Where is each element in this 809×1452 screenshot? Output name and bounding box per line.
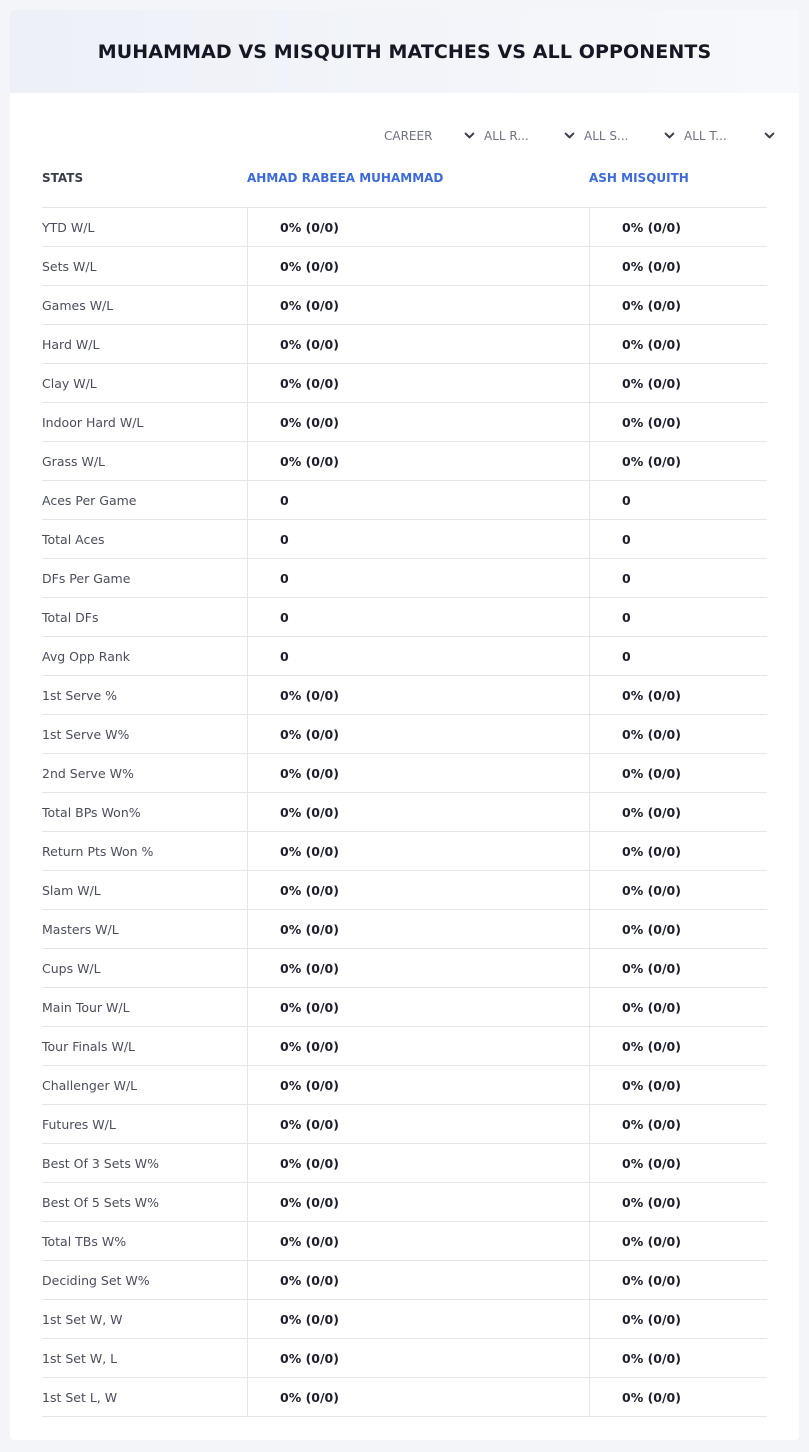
player-two-value: 0 xyxy=(589,520,767,558)
player-one-value: 0% (0/0) xyxy=(247,715,589,753)
table-header xyxy=(42,166,767,208)
stat-label: 1st Set L, W xyxy=(42,1389,118,1405)
filter-label: ALL T... xyxy=(684,129,727,143)
stat-label: Indoor Hard W/L xyxy=(42,414,144,430)
stat-label: Clay W/L xyxy=(42,375,97,391)
table-row xyxy=(42,637,767,676)
stat-label: Cups W/L xyxy=(42,960,101,976)
stat-label: Slam W/L xyxy=(42,882,101,898)
player-two-value: 0% (0/0) xyxy=(589,871,767,909)
stat-label: 1st Serve W% xyxy=(42,726,130,742)
stat-label: Masters W/L xyxy=(42,921,119,937)
filter-bar xyxy=(382,124,782,148)
stat-label: Futures W/L xyxy=(42,1116,116,1132)
stat-label: Hard W/L xyxy=(42,336,100,352)
player-one-value: 0% (0/0) xyxy=(247,364,589,402)
stat-label: 1st Set W, L xyxy=(42,1350,118,1366)
player-two-value: 0% (0/0) xyxy=(589,676,767,714)
stat-label: Aces Per Game xyxy=(42,492,137,508)
player-one-value: 0% (0/0) xyxy=(247,1027,589,1065)
player-one-value: 0% (0/0) xyxy=(247,325,589,363)
player-one-value: 0% (0/0) xyxy=(247,949,589,987)
player-one-value: 0% (0/0) xyxy=(247,1066,589,1104)
table-row xyxy=(42,1144,767,1183)
player-two-value: 0% (0/0) xyxy=(589,832,767,870)
table-row xyxy=(42,364,767,403)
player-two-value: 0% (0/0) xyxy=(589,1378,767,1416)
chevron-down-icon xyxy=(564,130,575,141)
table-row xyxy=(42,1183,767,1222)
stat-label: Main Tour W/L xyxy=(42,999,130,1015)
table-row xyxy=(42,247,767,286)
table-row xyxy=(42,1027,767,1066)
player-one-value: 0% (0/0) xyxy=(247,1339,589,1377)
stat-label: 2nd Serve W% xyxy=(42,765,134,781)
player-one-value: 0% (0/0) xyxy=(247,1144,589,1182)
table-row xyxy=(42,286,767,325)
table-row xyxy=(42,988,767,1027)
table-row xyxy=(42,325,767,364)
table-row xyxy=(42,598,767,637)
stat-label: Avg Opp Rank xyxy=(42,648,131,664)
player-one-value: 0 xyxy=(247,598,589,636)
player-one-value: 0% (0/0) xyxy=(247,403,589,441)
table-row xyxy=(42,1378,767,1417)
table-row xyxy=(42,1339,767,1378)
player-one-value: 0% (0/0) xyxy=(247,286,589,324)
player-one-value: 0% (0/0) xyxy=(247,676,589,714)
table-row xyxy=(42,520,767,559)
table-row xyxy=(42,949,767,988)
stat-label: Total Aces xyxy=(42,531,105,547)
stats-card xyxy=(10,10,799,1440)
table-row xyxy=(42,832,767,871)
player-two-value: 0 xyxy=(589,559,767,597)
chevron-down-icon xyxy=(464,130,475,141)
player-two-value: 0% (0/0) xyxy=(589,910,767,948)
player-one-value: 0% (0/0) xyxy=(247,910,589,948)
player-two-value: 0% (0/0) xyxy=(589,1300,767,1338)
player-two-value: 0% (0/0) xyxy=(589,364,767,402)
stat-label: Grass W/L xyxy=(42,453,106,469)
chevron-down-icon xyxy=(664,130,675,141)
table-row xyxy=(42,910,767,949)
stat-label: Sets W/L xyxy=(42,258,97,274)
player-two-value: 0 xyxy=(589,481,767,519)
filter-label: ALL S... xyxy=(584,129,629,143)
player-one-value: 0% (0/0) xyxy=(247,754,589,792)
player-two-value: 0% (0/0) xyxy=(589,1144,767,1182)
player-one-value: 0% (0/0) xyxy=(247,247,589,285)
player-one-value: 0% (0/0) xyxy=(247,1222,589,1260)
chevron-down-icon xyxy=(764,130,775,141)
table-row xyxy=(42,871,767,910)
player-one-value: 0% (0/0) xyxy=(247,208,589,246)
stat-label: DFs Per Game xyxy=(42,570,131,586)
player-two-value: 0% (0/0) xyxy=(589,442,767,480)
table-row xyxy=(42,793,767,832)
stat-label: Best Of 5 Sets W% xyxy=(42,1194,160,1210)
table-row xyxy=(42,754,767,793)
filter-dropdown[interactable] xyxy=(382,124,482,148)
player-one-value: 0 xyxy=(247,559,589,597)
filter-dropdown[interactable] xyxy=(482,124,582,148)
table-row xyxy=(42,442,767,481)
player-one-value: 0% (0/0) xyxy=(247,832,589,870)
stat-label: Challenger W/L xyxy=(42,1077,138,1093)
table-row xyxy=(42,1300,767,1339)
player-two-value: 0% (0/0) xyxy=(589,403,767,441)
stat-label: Best Of 3 Sets W% xyxy=(42,1155,160,1171)
player-one-value: 0 xyxy=(247,520,589,558)
player-two-value: 0% (0/0) xyxy=(589,247,767,285)
player-two-value: 0% (0/0) xyxy=(589,208,767,246)
stat-label: Total BPs Won% xyxy=(42,804,141,820)
table-row xyxy=(42,1261,767,1300)
table-row xyxy=(42,559,767,598)
stat-label: Total TBs W% xyxy=(42,1233,127,1249)
player-one-value: 0% (0/0) xyxy=(247,793,589,831)
player-two-value: 0% (0/0) xyxy=(589,1222,767,1260)
player-one-value: 0% (0/0) xyxy=(247,1105,589,1143)
player-one-value: 0 xyxy=(247,481,589,519)
stat-label: Tour Finals W/L xyxy=(42,1038,136,1054)
player-one-value: 0% (0/0) xyxy=(247,1183,589,1221)
player-two-value: 0% (0/0) xyxy=(589,1027,767,1065)
table-row xyxy=(42,481,767,520)
player-two-value: 0 xyxy=(589,637,767,675)
player-two-value: 0% (0/0) xyxy=(589,1183,767,1221)
player-two-value: 0% (0/0) xyxy=(589,715,767,753)
player-one-value: 0 xyxy=(247,637,589,675)
player-one-value: 0% (0/0) xyxy=(247,1261,589,1299)
table-row xyxy=(42,715,767,754)
player-one-value: 0% (0/0) xyxy=(247,988,589,1026)
stat-label: Return Pts Won % xyxy=(42,843,154,859)
player-two-value: 0% (0/0) xyxy=(589,1105,767,1143)
player-two-value: 0% (0/0) xyxy=(589,988,767,1026)
stat-label: Total DFs xyxy=(42,609,99,625)
stat-label: Deciding Set W% xyxy=(42,1272,150,1288)
filter-label: ALL R... xyxy=(484,129,529,143)
player-two-value: 0% (0/0) xyxy=(589,325,767,363)
column-header-player-two[interactable]: ASH MISQUITH xyxy=(589,171,689,185)
page-title: MUHAMMAD VS MISQUITH MATCHES VS ALL OPPONENTS xyxy=(97,40,712,63)
table-row xyxy=(42,1105,767,1144)
filter-label: CAREER xyxy=(384,129,433,143)
player-two-value: 0% (0/0) xyxy=(589,793,767,831)
column-header-stats: STATS xyxy=(42,171,84,185)
table-body xyxy=(42,208,767,1417)
card-header xyxy=(10,10,799,93)
player-two-value: 0% (0/0) xyxy=(589,1339,767,1377)
player-two-value: 0% (0/0) xyxy=(589,949,767,987)
stat-label: 1st Serve % xyxy=(42,687,118,703)
player-one-value: 0% (0/0) xyxy=(247,442,589,480)
player-one-value: 0% (0/0) xyxy=(247,1300,589,1338)
column-header-player-one[interactable]: AHMAD RABEEA MUHAMMAD xyxy=(247,171,444,185)
table-row xyxy=(42,1066,767,1105)
stats-table xyxy=(42,166,767,1417)
table-row xyxy=(42,1222,767,1261)
player-two-value: 0% (0/0) xyxy=(589,286,767,324)
stat-label: YTD W/L xyxy=(42,219,95,235)
stat-label: 1st Set W, W xyxy=(42,1311,123,1327)
player-two-value: 0% (0/0) xyxy=(589,1066,767,1104)
player-two-value: 0% (0/0) xyxy=(589,1261,767,1299)
filter-dropdown[interactable] xyxy=(682,124,782,148)
stat-label: Games W/L xyxy=(42,297,114,313)
table-row xyxy=(42,676,767,715)
table-row xyxy=(42,208,767,247)
player-one-value: 0% (0/0) xyxy=(247,1378,589,1416)
table-row xyxy=(42,403,767,442)
filter-dropdown[interactable] xyxy=(582,124,682,148)
player-two-value: 0% (0/0) xyxy=(589,754,767,792)
player-two-value: 0 xyxy=(589,598,767,636)
player-one-value: 0% (0/0) xyxy=(247,871,589,909)
